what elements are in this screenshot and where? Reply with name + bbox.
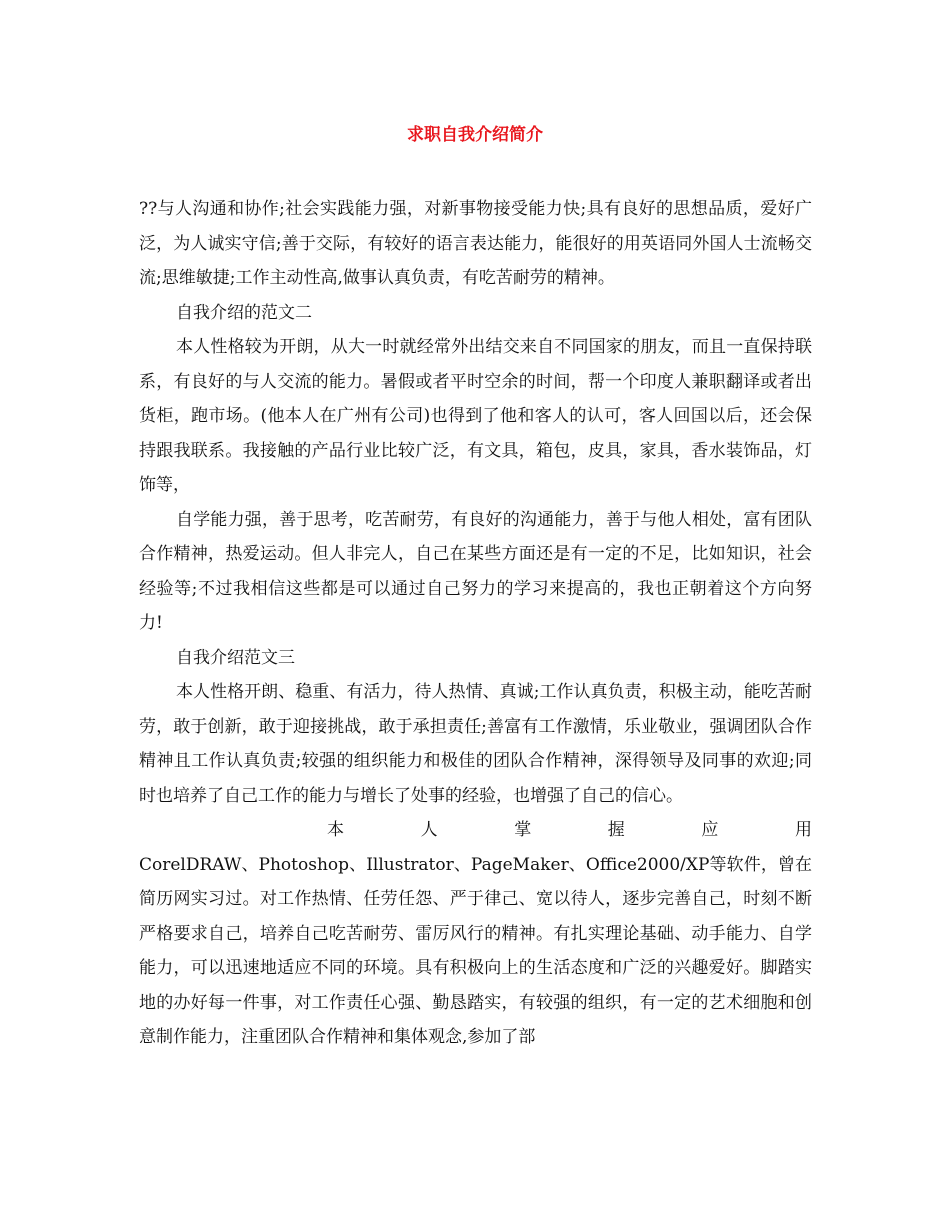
spread-char: 人 — [420, 820, 438, 840]
spread-char: 握 — [607, 820, 625, 840]
spread-char: 掌 — [514, 820, 532, 840]
paragraph-3: 自学能力强，善于思考，吃苦耐劳，有良好的沟通能力，善于与他人相处，富有团队合作精神，热爱运动。但人非完人，自己在某些方面还是有一定的不足，比如知识，社会经验等;不过我相信这些都是可以通过自己努力的学习来提高的，我也正朝着这个方向努力! — [139, 509, 812, 633]
document-body — [139, 192, 812, 1055]
spread-text-line — [139, 813, 812, 848]
paragraph-5: CorelDRAW、Photoshop、Illustrator、PageMaker、Office2000/XP等软件，曾在简历网实习过。对工作热情、任劳任怨、严于律己、宽以待人，逐步完善自己，时刻不断严格要求自己，培养自己吃苦耐劳、雷厉风行的精神。有扎实理论基础、动手能力、自学能力，可以迅速地适应不同的环境。具有积极向上的生活态度和广泛的兴趣爱好。脚踏实地的办好每一件事，对工作责任心强、勤恳踏实，有较强的组织，有一定的艺术细胞和创意制作能力，注重团队合作精神和集体观念,参加了部 — [139, 854, 812, 1047]
spread-char: 本 — [327, 820, 344, 840]
spread-char: 应 — [701, 820, 719, 840]
paragraph-2: 本人性格较为开朗，从大一时就经常外出结交来自不同国家的朋友，而且一直保持联系，有良好的与人交流的能力。暑假或者平时空余的时间，帮一个印度人兼职翻译或者出货柜，跑市场。(他本人在广州有公司)也得到了他和客人的认可，客人回国以后，还会保持跟我联系。我接触的产品行业比较广泛，有文具，箱包，皮具，家具，香水装饰品，灯饰等， — [139, 337, 812, 495]
paragraph-1: ??与人沟通和协作;社会实践能力强，对新事物接受能力快;具有良好的思想品质，爱好广泛，为人诚实守信;善于交际，有较好的语言表达能力，能很好的用英语同外国人士流畅交流;思维敏捷;工作主动性高,做事认真负责，有吃苦耐劳的精神。 — [139, 199, 812, 288]
spread-char: 用 — [794, 820, 812, 840]
section-heading-3: 自我介绍范文三 — [176, 647, 295, 668]
paragraph-4: 本人性格开朗、稳重、有活力，待人热情、真诚;工作认真负责，积极主动，能吃苦耐劳，敢于创新，敢于迎接挑战，敢于承担责任;善富有工作激情，乐业敬业，强调团队合作精神且工作认真负责;较强的组织能力和极佳的团队合作精神，深得领导及同事的欢迎;同时也培养了自己工作的能力与增长了处事的经验，也增强了自己的信心。 — [139, 682, 812, 806]
section-heading-2: 自我介绍的范文二 — [176, 302, 312, 323]
document-title: 求职自我介绍简介 — [407, 125, 543, 145]
